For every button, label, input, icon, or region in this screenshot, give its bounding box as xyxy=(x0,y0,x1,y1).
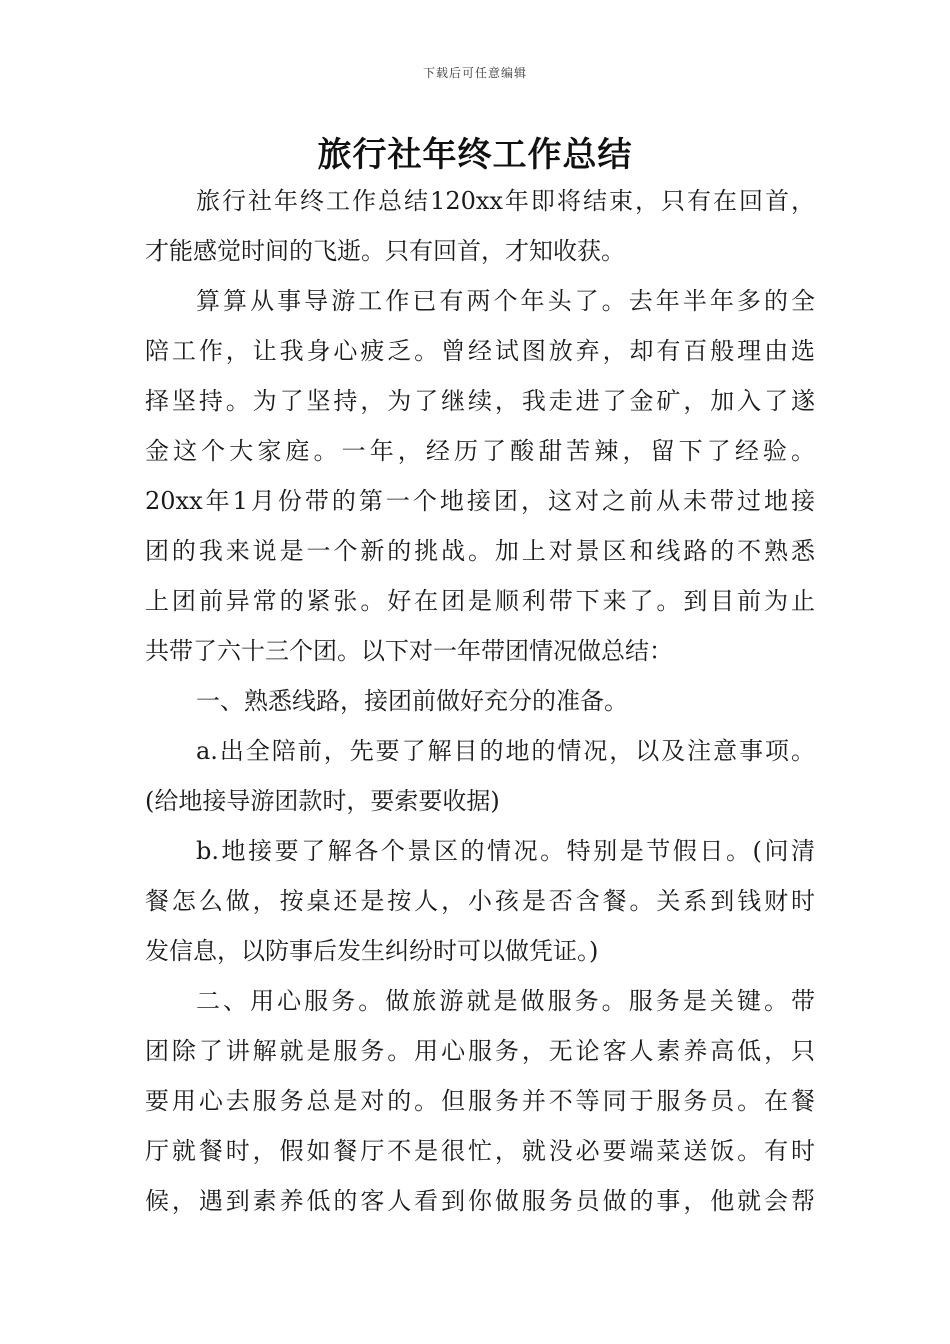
body-text-line: 旅行社年终工作总结120xx年即将结束，只有在回首， xyxy=(196,187,815,215)
body-text-line: 算算从事导游工作已有两个年头了。去年半年多的全 xyxy=(196,287,815,315)
body-text-line: 择坚持。为了坚持，为了继续，我走进了金矿，加入了遂 xyxy=(145,387,815,415)
body-text-line: a.出全陪前，先要了解目的地的情况，以及注意事项。 xyxy=(196,737,815,765)
body-text-line: 要用心去服务总是对的。但服务并不等同于服务员。在餐 xyxy=(145,1087,815,1115)
body-text-line: 团的我来说是一个新的挑战。加上对景区和线路的不熟悉 xyxy=(145,537,815,565)
body-text-line: 一、熟悉线路，接团前做好充分的准备。 xyxy=(196,687,628,715)
body-text-line: 金这个大家庭。一年，经历了酸甜苦辣，留下了经验。 xyxy=(145,437,815,465)
body-text-line: 团除了讲解就是服务。用心服务，无论客人素养高低，只 xyxy=(145,1037,815,1065)
header-note: 下载后可任意编辑 xyxy=(422,66,527,80)
body-text-line: 上团前异常的紧张。好在团是顺利带下来了。到目前为止 xyxy=(145,587,815,615)
body-text-line: 发信息，以防事后发生纠纷时可以做凭证。) xyxy=(145,937,599,965)
body-text-line: (给地接导游团款时，要索要收据) xyxy=(145,787,500,815)
document-body xyxy=(145,176,815,1226)
body-text-line: 才能感觉时间的飞逝。只有回首，才知收获。 xyxy=(145,237,625,265)
body-text-line: 厅就餐时，假如餐厅不是很忙，就没必要端菜送饭。有时 xyxy=(145,1137,815,1165)
body-text-line: 二、用心服务。做旅游就是做服务。服务是关键。带 xyxy=(196,987,815,1015)
body-text-line: 候，遇到素养低的客人看到你做服务员做的事，他就会帮 xyxy=(145,1187,815,1215)
body-text-line: 共带了六十三个团。以下对一年带团情况做总结： xyxy=(145,637,673,665)
document-title: 旅行社年终工作总结 xyxy=(317,135,633,175)
body-text-line: 20xx年1月份带的第一个地接团，这对之前从未带过地接 xyxy=(145,487,815,515)
body-text-line: b.地接要了解各个景区的情况。特别是节假日。(问清 xyxy=(196,837,815,865)
body-text-line: 餐怎么做，按桌还是按人，小孩是否含餐。关系到钱财时 xyxy=(145,887,815,915)
body-text-line: 陪工作，让我身心疲乏。曾经试图放弃，却有百般理由选 xyxy=(145,337,815,365)
